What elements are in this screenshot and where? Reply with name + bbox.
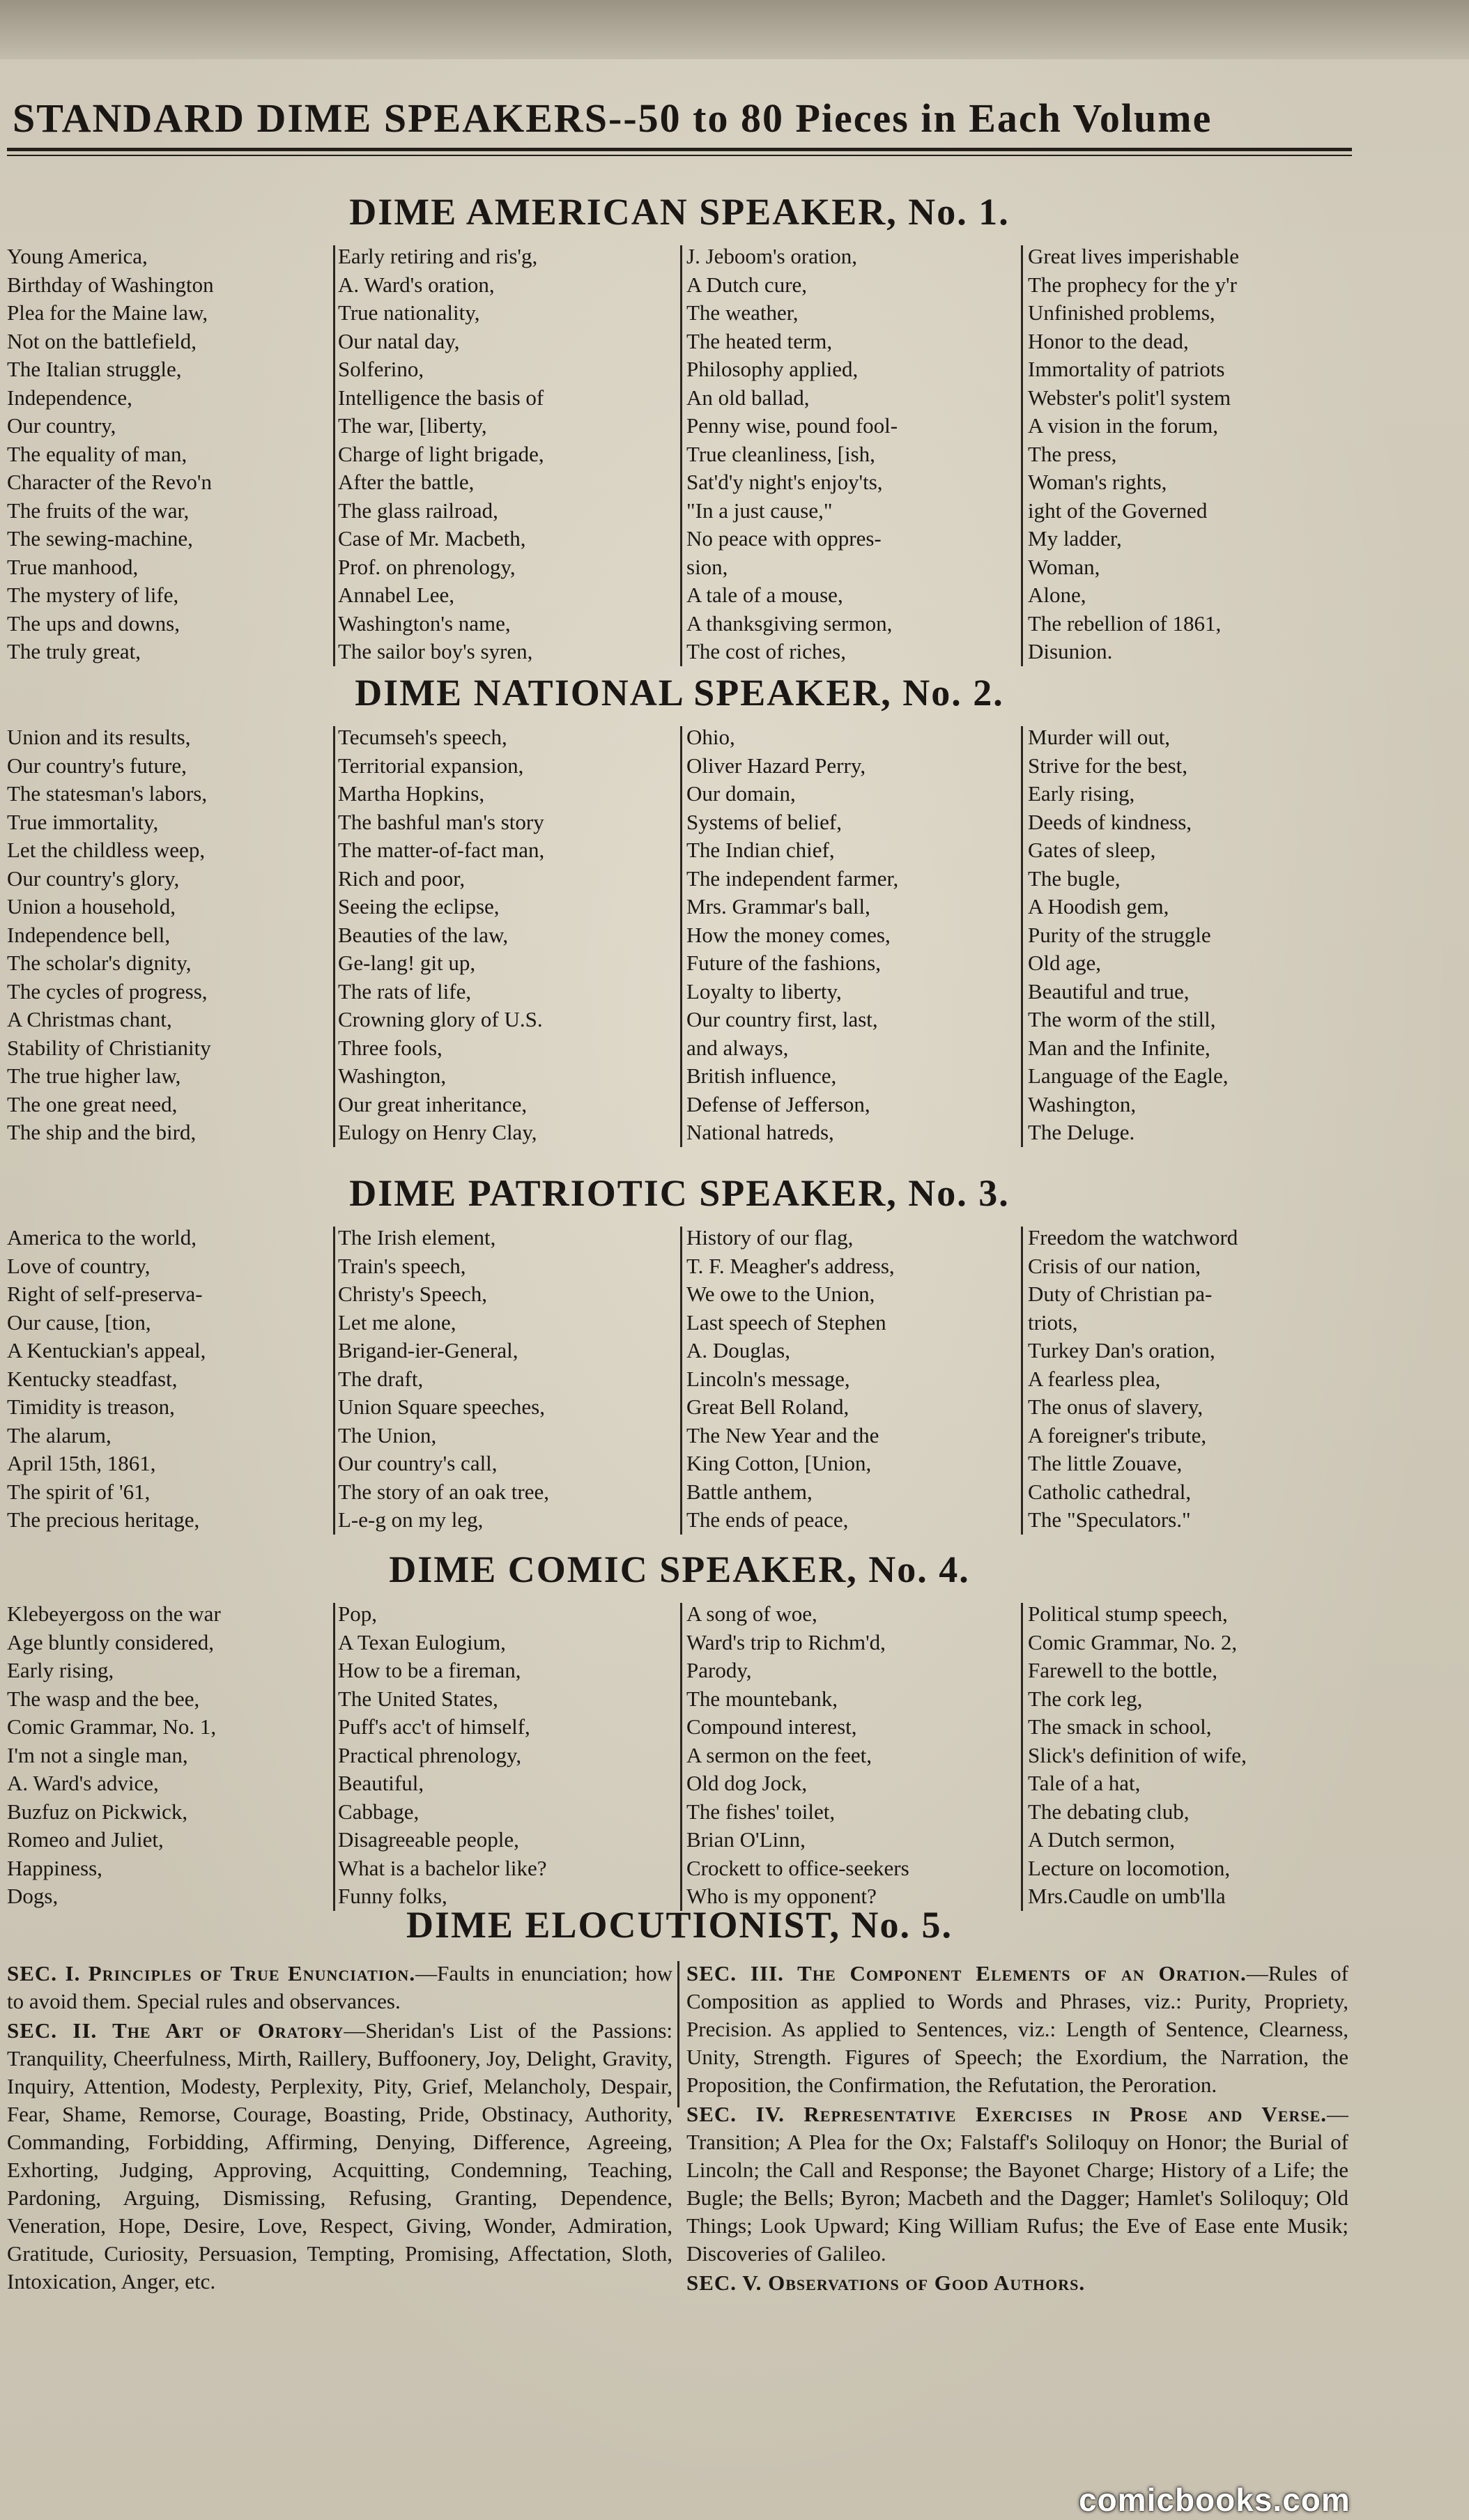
elocution-paragraph: [7, 1960, 672, 2015]
speech-title: A. Douglas,: [686, 1338, 790, 1362]
speech-title: Romeo and Juliet,: [7, 1827, 164, 1852]
elocution-paragraph: [7, 2017, 672, 2296]
speech-title: The independent farmer,: [686, 866, 899, 891]
speech-title: Pop,: [338, 1601, 377, 1626]
speech-title: Timidity is treason,: [7, 1395, 175, 1419]
speech-title: Tale of a hat,: [1028, 1771, 1141, 1795]
column-divider: [333, 1227, 335, 1535]
section-column: [338, 243, 679, 666]
speech-title: The Deluge.: [1028, 1120, 1135, 1144]
speech-title: A Kentuckian's appeal,: [7, 1338, 206, 1362]
speech-title: Union Square speeches,: [338, 1395, 545, 1419]
masthead-rule-thin: [7, 155, 1352, 156]
speech-title: Territorial expansion,: [338, 753, 524, 778]
speech-title: The heated term,: [686, 328, 833, 353]
speech-title: Our country's glory,: [7, 866, 180, 891]
elocution-paragraph: [686, 1960, 1348, 2099]
section-text: —Sheridan's List of the Passions: Tranquility, Cheerfulness, Mirth, Raillery, Buffoonery, Joy, Delight, Gravity, Inquiry, Attention, Modesty, Perplexity, Pity, Grief, Melancholy, Despair, Fear, Shame, Remorse, Courage, Boasting, Pride, Obstinacy, Authority, Commanding, Forbidding, Affirming, Denying, Difference, Agreeing, Exhorting, Judging, Approving, Acquitting, Condemning, Teaching, Pardoning, Arguing, Dismissing, Refusing, Granting, Dependence, Veneration, Hope, Desire, Love, Respect, Giving, Wonder, Admiration, Gratitude, Curiosity, Persuasion, Tempting, Promising, Affectation, Sloth, Intoxication, Anger, etc.: [7, 2018, 672, 2294]
speech-title: Deeds of kindness,: [1028, 809, 1192, 834]
column-divider: [680, 1603, 682, 1911]
speech-title: Our country's future,: [7, 753, 187, 778]
column-divider: [680, 726, 682, 1147]
speech-title: Political stump speech,: [1028, 1601, 1228, 1626]
section-column: [1028, 1224, 1362, 1535]
speech-title: Tecumseh's speech,: [338, 725, 507, 749]
speech-title: L-e-g on my leg,: [338, 1507, 484, 1532]
speech-title: Rich and poor,: [338, 866, 466, 891]
speech-title: Our country,: [7, 413, 116, 438]
speech-title: How the money comes,: [686, 922, 891, 947]
section-column: [338, 723, 679, 1147]
speech-title: The ship and the bird,: [7, 1120, 197, 1144]
speech-title: Philosophy applied,: [686, 357, 859, 381]
speech-title: The rebellion of 1861,: [1028, 610, 1222, 636]
speech-title: Early retiring and ris'g,: [338, 244, 538, 268]
speech-title: The ends of peace,: [686, 1507, 849, 1532]
speech-title: Our country's call,: [338, 1451, 498, 1475]
speech-title: Our natal day,: [338, 328, 460, 353]
speech-title: The fishes' toilet,: [686, 1799, 836, 1824]
section-column: [1028, 1600, 1362, 1911]
speech-title: I'm not a single man,: [7, 1742, 188, 1767]
speech-title: Happiness,: [7, 1855, 102, 1880]
speech-title: Unfinished problems,: [1028, 300, 1215, 325]
speech-title: Annabel Lee,: [338, 583, 454, 607]
speech-title: Young America,: [7, 244, 148, 268]
speech-title: Union a household,: [7, 894, 176, 919]
speech-title: The glass railroad,: [338, 498, 498, 523]
speech-title: Disagreeable people,: [338, 1827, 519, 1852]
speech-title: Brian O'Linn,: [686, 1827, 806, 1852]
speech-title: Washington's name,: [338, 610, 511, 636]
speech-title: Crockett to office-seekers: [686, 1855, 909, 1880]
speech-title: Systems of belief,: [686, 809, 842, 834]
speech-title: Kentucky steadfast,: [7, 1366, 178, 1391]
speech-title: Parody,: [686, 1658, 752, 1682]
speech-title: Christy's Speech,: [338, 1282, 487, 1306]
speech-title: Mrs. Grammar's ball,: [686, 894, 870, 919]
speech-title: Not on the battlefield,: [7, 328, 197, 353]
column-divider: [677, 1961, 679, 2107]
speech-title: After the battle,: [338, 470, 475, 494]
speech-title: The ups and downs,: [7, 610, 180, 636]
section-heading: SEC. II. The Art of Oratory: [7, 2018, 344, 2043]
speech-title: Strive for the best,: [1028, 753, 1188, 778]
elocutionist-right-column: [686, 1960, 1348, 2510]
section-title: DIME AMERICAN SPEAKER, No. 1.: [349, 191, 1010, 233]
speech-title: Man and the Infinite,: [1028, 1035, 1210, 1060]
speech-title: Crisis of our nation,: [1028, 1253, 1201, 1278]
speech-title: Webster's polit'l system: [1028, 385, 1231, 410]
speech-title: Funny folks,: [338, 1884, 447, 1908]
column-divider: [680, 1227, 682, 1535]
speech-title: A fearless plea,: [1028, 1366, 1161, 1391]
elocutionist-left-column: [7, 1960, 672, 2510]
column-divider: [1021, 1603, 1023, 1911]
speech-title: A Dutch sermon,: [1028, 1827, 1175, 1852]
section-column: [338, 1600, 679, 1911]
speech-title: Who is my opponent?: [686, 1884, 877, 1908]
section-text: —Faults in enunciation; how to avoid them. Special rules and observances.: [7, 1961, 672, 2013]
speech-title: The draft,: [338, 1366, 424, 1391]
speech-title: Future of the fashions,: [686, 951, 881, 975]
speech-title: True nationality,: [338, 300, 480, 325]
speech-title: The spirit of '61,: [7, 1479, 151, 1504]
speech-title: History of our flag,: [686, 1225, 854, 1250]
speech-title: Let the childless weep,: [7, 838, 206, 862]
speech-title: Solferino,: [338, 357, 424, 381]
section-column: [7, 723, 334, 1147]
section-column: [1028, 243, 1362, 666]
speech-title: Beautiful,: [338, 1771, 424, 1795]
section-text: —Rules of Composition as applied to Words and Phrases, viz.: Purity, Propriety, Precision. As applied to Sentences, viz.: Length of Sentence, Clearness, Unity, Strength. Figures of Speech; the Exordium, the Narration, the Proposition, the Confirmation, the Refutation, the Peroration.: [686, 1961, 1348, 2097]
speech-title: The statesman's labors,: [7, 781, 208, 806]
speech-title: The alarum,: [7, 1422, 111, 1447]
speech-title: A Texan Eulogium,: [338, 1629, 506, 1654]
speech-title: Last speech of Stephen: [686, 1309, 886, 1335]
speech-title: The one great need,: [7, 1091, 178, 1116]
speech-title: Oliver Hazard Perry,: [686, 753, 866, 778]
speech-title: Honor to the dead,: [1028, 328, 1189, 353]
speech-title: A Hoodish gem,: [1028, 894, 1169, 919]
section-column: [7, 243, 334, 666]
speech-title: Woman's rights,: [1028, 470, 1167, 494]
speech-title: Puff's acc't of himself,: [338, 1714, 530, 1739]
speech-title: A thanksgiving sermon,: [686, 610, 893, 636]
speech-title: Love of country,: [7, 1253, 151, 1278]
speech-title: The truly great,: [7, 639, 141, 663]
section-column: [686, 243, 1021, 666]
speech-title: The little Zouave,: [1028, 1451, 1183, 1475]
speech-title: Purity of the struggle: [1028, 922, 1211, 947]
speech-title: True manhood,: [7, 554, 139, 579]
speech-title: Great lives imperishable: [1028, 244, 1240, 268]
speech-title: Dogs,: [7, 1884, 59, 1908]
speech-title: Compound interest,: [686, 1714, 857, 1739]
speech-title: British influence,: [686, 1063, 837, 1088]
section-column: [7, 1600, 334, 1911]
speech-title: Union and its results,: [7, 725, 191, 749]
section-heading: SEC. I. Principles of True Enunciation.: [7, 1961, 416, 1985]
speech-title: The cost of riches,: [686, 639, 846, 663]
speech-title: April 15th, 1861,: [7, 1451, 156, 1475]
speech-title: The United States,: [338, 1686, 498, 1711]
speech-title: The bugle,: [1028, 866, 1121, 891]
section-heading: SEC. III. The Component Elements of an Oration.: [686, 1961, 1247, 1985]
speech-title: We owe to the Union,: [686, 1282, 875, 1306]
elocution-paragraph: [686, 2100, 1348, 2268]
speech-title: Stability of Christianity: [7, 1035, 211, 1060]
column-divider: [680, 245, 682, 666]
speech-title: Washington,: [338, 1063, 447, 1088]
speech-title: Sat'd'y night's enjoy'ts,: [686, 470, 883, 494]
speech-title: Practical phrenology,: [338, 1742, 522, 1767]
column-divider: [1021, 245, 1023, 666]
speech-title: National hatreds,: [686, 1120, 834, 1144]
speech-title: The matter-of-fact man,: [338, 838, 545, 862]
speech-title: Penny wise, pound fool-: [686, 413, 898, 438]
speech-title: Disunion.: [1028, 639, 1113, 663]
speech-title: The Italian struggle,: [7, 357, 182, 381]
speech-title: T. F. Meagher's address,: [686, 1253, 895, 1278]
speech-title: Character of the Revo'n: [7, 470, 212, 494]
speech-title: Right of self-preserva-: [7, 1282, 203, 1306]
speech-title: A. Ward's oration,: [338, 272, 495, 297]
section-title: DIME COMIC SPEAKER, No. 4.: [389, 1549, 970, 1590]
speech-title: The sailor boy's syren,: [338, 639, 533, 663]
speech-title: The worm of the still,: [1028, 1007, 1216, 1031]
watermark: comicbooks.com: [1079, 2482, 1351, 2518]
speech-title: Beautiful and true,: [1028, 978, 1190, 1004]
speech-title: Our great inheritance,: [338, 1091, 528, 1116]
speech-title: Intelligence the basis of: [338, 385, 544, 410]
speech-title: Three fools,: [338, 1035, 443, 1060]
speech-title: The Union,: [338, 1422, 437, 1447]
speech-title: Slick's definition of wife,: [1028, 1742, 1247, 1767]
speech-title: Farewell to the bottle,: [1028, 1658, 1218, 1682]
speech-title: The weather,: [686, 300, 799, 325]
speech-title: Train's speech,: [338, 1253, 466, 1278]
speech-title: The onus of slavery,: [1028, 1395, 1203, 1419]
speech-title: Old age,: [1028, 951, 1102, 975]
speech-title: Language of the Eagle,: [1028, 1063, 1229, 1088]
speech-title: A foreigner's tribute,: [1028, 1422, 1207, 1447]
speech-title: Independence bell,: [7, 922, 171, 947]
section-column: [338, 1224, 679, 1535]
speech-title: Buzfuz on Pickwick,: [7, 1799, 188, 1824]
speech-title: Mrs.Caudle on umb'lla: [1028, 1884, 1226, 1908]
speech-title: Let me alone,: [338, 1309, 456, 1335]
speech-title: sion,: [686, 554, 728, 579]
column-divider: [333, 245, 335, 666]
speech-title: Beauties of the law,: [338, 922, 509, 947]
speech-title: ight of the Governed: [1028, 498, 1208, 523]
speech-title: "In a just cause,": [686, 498, 833, 523]
elocution-paragraph: [686, 2269, 1348, 2297]
speech-title: Cabbage,: [338, 1799, 420, 1824]
speech-title: A tale of a mouse,: [686, 583, 843, 607]
speech-title: Gates of sleep,: [1028, 838, 1156, 862]
speech-title: The story of an oak tree,: [338, 1479, 549, 1504]
speech-title: Loyalty to liberty,: [686, 978, 842, 1004]
speech-title: Ge-lang! git up,: [338, 951, 476, 975]
speech-title: Klebeyergoss on the war: [7, 1601, 221, 1626]
section-column: [1028, 723, 1362, 1147]
speech-title: Early rising,: [7, 1658, 114, 1682]
speech-title: True immortality,: [7, 809, 159, 834]
column-divider: [1021, 726, 1023, 1147]
speech-title: Brigand-ier-General,: [338, 1338, 518, 1362]
speech-title: King Cotton, [Union,: [686, 1451, 872, 1475]
speech-title: Turkey Dan's oration,: [1028, 1338, 1215, 1362]
speech-title: and always,: [686, 1035, 789, 1060]
speech-title: An old ballad,: [686, 385, 810, 410]
speech-title: Ward's trip to Richm'd,: [686, 1629, 886, 1654]
section-text: —Transition; A Plea for the Ox; Falstaff's Soliloquy on Honor; the Burial of Lincoln; the Call and Response; the Bayonet Charge; History of a Life; the Bugle; the Bells; Byron; Macbeth and the Dagger; Hamlet's Soliloquy; Old Things; Look Upward; King William Rufus; the Eve of Ease ente Musik; Discoveries of Galileo.: [686, 2102, 1348, 2266]
speech-title: What is a bachelor like?: [338, 1855, 547, 1880]
speech-title: The fruits of the war,: [7, 498, 190, 523]
speech-title: Alone,: [1028, 583, 1086, 607]
speech-title: Immortality of patriots: [1028, 357, 1225, 381]
speech-title: The precious heritage,: [7, 1507, 200, 1532]
column-divider: [333, 726, 335, 1147]
speech-title: America to the world,: [7, 1225, 197, 1250]
speech-title: Eulogy on Henry Clay,: [338, 1120, 537, 1144]
section-title: DIME PATRIOTIC SPEAKER, No. 3.: [349, 1172, 1010, 1214]
speech-title: Freedom the watchword: [1028, 1225, 1238, 1250]
speech-title: The mystery of life,: [7, 583, 179, 607]
section-title: DIME ELOCUTIONIST, No. 5.: [406, 1904, 953, 1946]
speech-title: Our cause, [tion,: [7, 1309, 151, 1335]
masthead-title: STANDARD DIME SPEAKERS--50 to 80 Pieces in Each Volume: [13, 95, 1213, 141]
speech-title: J. Jeboom's oration,: [686, 244, 857, 268]
speech-title: Martha Hopkins,: [338, 781, 485, 806]
speech-title: A Dutch cure,: [686, 272, 808, 297]
speech-title: Our domain,: [686, 781, 796, 806]
speech-title: The press,: [1028, 441, 1117, 466]
speech-title: The mountebank,: [686, 1686, 838, 1711]
speech-title: Plea for the Maine law,: [7, 300, 208, 325]
section-heading: SEC. V. Observations of Good Authors.: [686, 2271, 1086, 2295]
masthead-rule: [7, 148, 1352, 151]
speech-title: Lecture on locomotion,: [1028, 1855, 1231, 1880]
speech-title: Duty of Christian pa-: [1028, 1282, 1213, 1306]
speech-title: Case of Mr. Macbeth,: [338, 526, 526, 551]
speech-title: Defense of Jefferson,: [686, 1091, 870, 1116]
speech-title: True cleanliness, [ish,: [686, 441, 875, 466]
speech-title: The cycles of progress,: [7, 978, 208, 1004]
section-column: [686, 1224, 1021, 1535]
speech-title: The bashful man's story: [338, 809, 544, 834]
speech-title: Crowning glory of U.S.: [338, 1007, 543, 1031]
speech-title: Great Bell Roland,: [686, 1395, 849, 1419]
speech-title: Lincoln's message,: [686, 1366, 850, 1391]
speech-title: The equality of man,: [7, 441, 187, 466]
speech-title: The rats of life,: [338, 978, 472, 1004]
speech-title: Our country first, last,: [686, 1007, 878, 1031]
section-heading: SEC. IV. Representative Exercises in Prose and Verse.: [686, 2102, 1327, 2126]
speech-title: A. Ward's advice,: [7, 1771, 159, 1795]
section-column: [7, 1224, 334, 1535]
section-column: [686, 723, 1021, 1147]
speech-title: Woman,: [1028, 554, 1100, 579]
speech-title: Prof. on phrenology,: [338, 554, 516, 579]
speech-title: The smack in school,: [1028, 1714, 1212, 1739]
column-divider: [1021, 1227, 1023, 1535]
column-divider: [333, 1603, 335, 1911]
speech-title: A song of woe,: [686, 1601, 817, 1626]
speech-title: Comic Grammar, No. 1,: [7, 1714, 217, 1739]
speech-title: Ohio,: [686, 725, 735, 749]
speech-title: Old dog Jock,: [686, 1771, 808, 1795]
speech-title: Murder will out,: [1028, 725, 1171, 749]
speech-title: The New Year and the: [686, 1422, 879, 1447]
speech-title: Early rising,: [1028, 781, 1135, 806]
speech-title: My ladder,: [1028, 526, 1122, 551]
speech-title: The prophecy for the y'r: [1028, 272, 1237, 297]
speech-title: The true higher law,: [7, 1063, 181, 1088]
speech-title: The sewing-machine,: [7, 526, 193, 551]
speech-title: triots,: [1028, 1309, 1078, 1335]
speech-title: A Christmas chant,: [7, 1007, 172, 1031]
speech-title: The Irish element,: [338, 1225, 496, 1250]
speech-title: How to be a fireman,: [338, 1658, 521, 1682]
speech-title: Catholic cathedral,: [1028, 1479, 1192, 1504]
speech-title: A sermon on the feet,: [686, 1742, 872, 1767]
speech-title: Birthday of Washington: [7, 272, 214, 297]
speech-title: Battle anthem,: [686, 1479, 813, 1504]
speech-title: The Indian chief,: [686, 838, 835, 862]
speech-title: No peace with oppres-: [686, 526, 882, 551]
speech-title: The war, [liberty,: [338, 413, 487, 438]
speech-title: Comic Grammar, No. 2,: [1028, 1629, 1238, 1654]
speech-title: The wasp and the bee,: [7, 1686, 200, 1711]
page-top-edge: [0, 0, 1469, 59]
speech-title: The scholar's dignity,: [7, 951, 192, 975]
speech-title: The debating club,: [1028, 1799, 1190, 1824]
section-title: DIME NATIONAL SPEAKER, No. 2.: [355, 672, 1004, 714]
speech-title: Independence,: [7, 385, 132, 410]
speech-title: The cork leg,: [1028, 1686, 1143, 1711]
speech-title: Age bluntly considered,: [7, 1629, 215, 1654]
speech-title: Washington,: [1028, 1091, 1137, 1116]
speech-title: Seeing the eclipse,: [338, 894, 500, 919]
speech-title: Charge of light brigade,: [338, 441, 544, 466]
section-column: [686, 1600, 1021, 1911]
speech-title: A vision in the forum,: [1028, 413, 1218, 438]
speech-title: The "Speculators.": [1028, 1507, 1191, 1532]
